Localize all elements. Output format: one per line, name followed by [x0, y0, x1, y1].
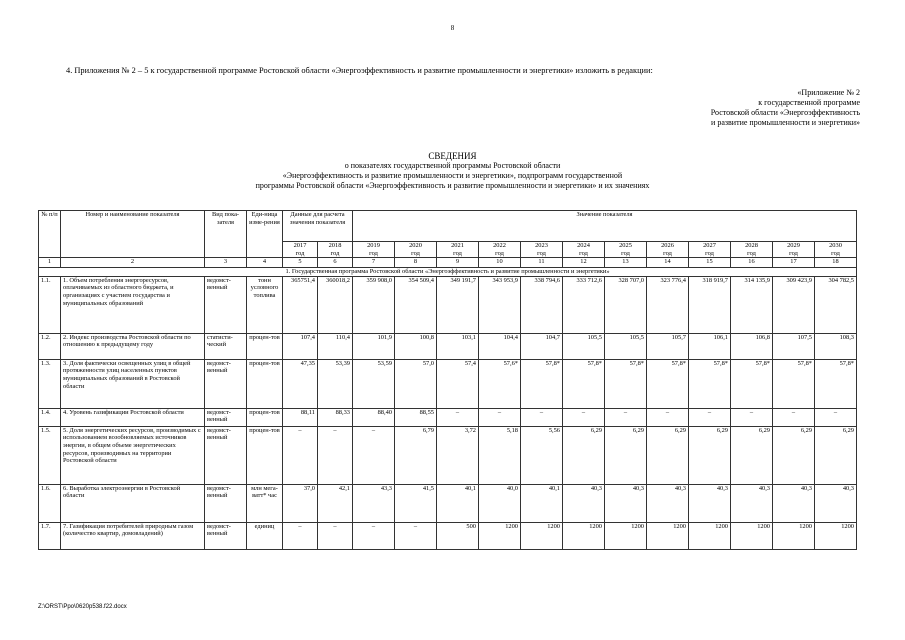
- column-index-cell: 5: [283, 258, 318, 268]
- row-value: –: [437, 408, 479, 426]
- row-type: ведомст-венный: [205, 522, 247, 549]
- row-value: 6,79: [395, 426, 437, 484]
- heading-title: СВЕДЕНИЯ: [428, 151, 477, 161]
- row-value: 57,8*: [605, 359, 647, 408]
- row-value: 40,1: [521, 484, 563, 522]
- row-value: 354 509,4: [395, 276, 437, 333]
- header-year-suffix: год: [369, 249, 378, 257]
- column-index-cell: 6: [318, 258, 353, 268]
- row-value: 57,0: [395, 359, 437, 408]
- header-year-value: 2028: [745, 242, 758, 249]
- row-value: –: [318, 426, 353, 484]
- row-value: 57,8*: [563, 359, 605, 408]
- row-value: 40,1: [437, 484, 479, 522]
- row-value: 57,4: [437, 359, 479, 408]
- row-type: ведомст-венный: [205, 276, 247, 333]
- row-value: –: [283, 426, 318, 484]
- row-name: 3. Доля фактически освещенных улиц в общей протяженности улиц населенных пунктов муниципальных образований в Ростовской области: [61, 359, 205, 408]
- column-index-cell: 18: [815, 258, 857, 268]
- header-year: [318, 242, 353, 258]
- row-value: 105,5: [563, 333, 605, 359]
- row-unit: тонн условного топлива: [247, 276, 283, 333]
- row-name: 6. Выработка электроэнергии в Ростовской области: [61, 484, 205, 522]
- row-value: 6,29: [731, 426, 773, 484]
- row-value: 318 919,7: [689, 276, 731, 333]
- header-year: [815, 242, 857, 258]
- row-value: 103,1: [437, 333, 479, 359]
- header-year-value: 2027: [703, 242, 716, 249]
- row-value: 1200: [479, 522, 521, 549]
- table-row: [39, 522, 857, 549]
- row-num: 1.5.: [39, 426, 61, 484]
- appendix-line-3: Ростовской области «Энергоэффективность: [710, 108, 860, 117]
- row-name: 1. Объем потребления энергоресурсов, оплачиваемых из областного бюджета, и организациях с участием государства и муниципальных образований: [61, 276, 205, 333]
- row-value: 57,8*: [689, 359, 731, 408]
- column-index-row: [39, 258, 857, 268]
- header-base-data: Данные для расчета значения показателя: [283, 211, 353, 242]
- row-value: 57,8*: [647, 359, 689, 408]
- column-index-cell: 12: [563, 258, 605, 268]
- row-value: 101,9: [353, 333, 395, 359]
- row-num: 1.7.: [39, 522, 61, 549]
- row-unit: единиц: [247, 522, 283, 549]
- row-value: 5,18: [479, 426, 521, 484]
- row-value: 6,29: [773, 426, 815, 484]
- column-index-cell: 8: [395, 258, 437, 268]
- header-year-suffix: год: [330, 249, 340, 257]
- row-value: 107,4: [283, 333, 318, 359]
- column-index-cell: 4: [247, 258, 283, 268]
- row-num: 1.2.: [39, 333, 61, 359]
- header-year-suffix: год: [705, 249, 714, 257]
- row-value: 41,5: [395, 484, 437, 522]
- header-year-value: 2021: [451, 242, 464, 249]
- table-row: [39, 333, 857, 359]
- row-value: 53,59: [353, 359, 395, 408]
- row-value: 88,40: [353, 408, 395, 426]
- column-index-cell: 13: [605, 258, 647, 268]
- column-index-cell: 16: [731, 258, 773, 268]
- column-index-cell: 9: [437, 258, 479, 268]
- row-value: 5,56: [521, 426, 563, 484]
- row-name: 2. Индекс производства Ростовской области по отношению к предыдущему году: [61, 333, 205, 359]
- row-unit: процен-тов: [247, 426, 283, 484]
- row-type: ведомст-венный: [205, 484, 247, 522]
- row-value: –: [521, 408, 563, 426]
- header-year-suffix: год: [831, 249, 840, 257]
- row-value: 360018,2: [318, 276, 353, 333]
- header-year: [605, 242, 647, 258]
- header-year-suffix: год: [747, 249, 756, 257]
- header-year: [353, 242, 395, 258]
- row-value: 6,29: [689, 426, 731, 484]
- row-num: 1.6.: [39, 484, 61, 522]
- row-value: 43,3: [353, 484, 395, 522]
- row-unit: процен-тов: [247, 408, 283, 426]
- row-value: 1200: [815, 522, 857, 549]
- row-value: 1200: [731, 522, 773, 549]
- row-value: 57,8*: [773, 359, 815, 408]
- header-year-value: 2020: [409, 242, 422, 249]
- row-value: 314 135,9: [731, 276, 773, 333]
- row-value: –: [605, 408, 647, 426]
- row-name: 5. Доля энергетических ресурсов, производимых с использованием возобновляемых источников энергии, в общем объеме энергетических ресурсов, производимых на территории Ростовской области: [61, 426, 205, 484]
- column-index-cell: 1: [39, 258, 61, 268]
- column-index-cell: 11: [521, 258, 563, 268]
- row-num: 1.1.: [39, 276, 61, 333]
- header-year: [773, 242, 815, 258]
- row-value: 309 423,9: [773, 276, 815, 333]
- row-value: 42,1: [318, 484, 353, 522]
- row-value: 40,3: [647, 484, 689, 522]
- header-year: [283, 242, 318, 258]
- heading-line-2: «Энергоэффективность и развитие промышленности и энергетики», подпрограмм государственной: [282, 171, 623, 180]
- row-value: 359 908,0: [353, 276, 395, 333]
- header-year-value: 2025: [619, 242, 632, 249]
- header-name: Номер и наименование показателя: [61, 211, 205, 258]
- row-value: –: [479, 408, 521, 426]
- row-value: 88,55: [395, 408, 437, 426]
- row-value: 40,3: [563, 484, 605, 522]
- header-year-suffix: год: [453, 249, 462, 257]
- header-year-suffix: год: [495, 249, 504, 257]
- row-num: 1.4.: [39, 408, 61, 426]
- header-values: Значение показателя: [353, 211, 857, 242]
- column-index-cell: 10: [479, 258, 521, 268]
- header-year-value: 2022: [493, 242, 506, 249]
- row-value: 47,35: [283, 359, 318, 408]
- header-year: [731, 242, 773, 258]
- row-value: 57,8*: [815, 359, 857, 408]
- table-row: [39, 359, 857, 408]
- row-name: 4. Уровень газификации Ростовской области: [61, 408, 205, 426]
- row-unit: процен-тов: [247, 359, 283, 408]
- row-value: 304 782,5: [815, 276, 857, 333]
- row-value: 57,8*: [521, 359, 563, 408]
- row-value: 1200: [647, 522, 689, 549]
- row-value: 500: [437, 522, 479, 549]
- row-value: 323 776,4: [647, 276, 689, 333]
- row-value: 40,3: [815, 484, 857, 522]
- row-value: 104,4: [479, 333, 521, 359]
- row-value: –: [353, 426, 395, 484]
- row-value: 88,11: [283, 408, 318, 426]
- row-value: 40,3: [731, 484, 773, 522]
- header-type: Вид пока-зателя: [205, 211, 247, 258]
- row-value: –: [731, 408, 773, 426]
- row-value: –: [283, 522, 318, 549]
- row-type: ведомст-венный: [205, 426, 247, 484]
- row-value: 6,29: [815, 426, 857, 484]
- row-num: 1.3.: [39, 359, 61, 408]
- row-value: 88,33: [318, 408, 353, 426]
- column-index-cell: 17: [773, 258, 815, 268]
- appendix-line-1: «Приложение № 2: [797, 88, 860, 97]
- row-value: 40,3: [605, 484, 647, 522]
- row-value: 6,29: [605, 426, 647, 484]
- header-year: [689, 242, 731, 258]
- row-value: –: [815, 408, 857, 426]
- header-year-value: 2017: [293, 242, 307, 249]
- row-value: 110,4: [318, 333, 353, 359]
- header-year: [647, 242, 689, 258]
- header-year-value: 2026: [661, 242, 674, 249]
- row-type: статисти-ческий: [205, 333, 247, 359]
- row-value: –: [563, 408, 605, 426]
- row-value: –: [689, 408, 731, 426]
- row-value: 105,7: [647, 333, 689, 359]
- row-value: 40,3: [689, 484, 731, 522]
- row-value: 106,1: [689, 333, 731, 359]
- row-value: 3,72: [437, 426, 479, 484]
- row-value: –: [395, 522, 437, 549]
- appendix-line-4: и развитие промышленности и энергетики»: [711, 118, 860, 127]
- column-index-cell: 15: [689, 258, 731, 268]
- row-value: 6,29: [647, 426, 689, 484]
- document-heading: [0, 151, 905, 191]
- table-row: [39, 408, 857, 426]
- file-path-footer: Z:\ORST\Ppo\0620p538.f22.docx: [38, 604, 127, 610]
- row-value: 6,29: [563, 426, 605, 484]
- row-value: 1200: [605, 522, 647, 549]
- header-year: [521, 242, 563, 258]
- header-year-value: 2019: [367, 242, 380, 249]
- row-value: 338 794,6: [521, 276, 563, 333]
- row-value: 40,3: [773, 484, 815, 522]
- header-num: № п/п: [39, 211, 61, 258]
- header-year-value: 2018: [328, 242, 342, 249]
- section-title: 1. Государственная программа Ростовской области «Энергоэффективность и развитие промышленности и энергетики»: [39, 268, 857, 277]
- header-year: [437, 242, 479, 258]
- column-index-cell: 14: [647, 258, 689, 268]
- column-index-cell: 2: [61, 258, 205, 268]
- row-value: 365751,4: [283, 276, 318, 333]
- column-index-cell: 7: [353, 258, 395, 268]
- row-value: 1200: [689, 522, 731, 549]
- heading-line-1: о показателях государственной программы Ростовской области: [344, 161, 561, 170]
- header-year-value: 2024: [577, 242, 590, 249]
- row-name: 7. Газификация потребителей природным газом (количество квартир, домовладений): [61, 522, 205, 549]
- row-value: 57,8*: [731, 359, 773, 408]
- appendix-line-2: к государственной программе: [758, 98, 860, 107]
- header-year-value: 2029: [787, 242, 800, 249]
- header-year-suffix: год: [789, 249, 798, 257]
- row-value: 106,8: [731, 333, 773, 359]
- row-value: 343 953,9: [479, 276, 521, 333]
- header-year: [563, 242, 605, 258]
- indicators-table-container: [38, 210, 857, 550]
- row-value: 53,39: [318, 359, 353, 408]
- row-value: 37,0: [283, 484, 318, 522]
- table-row: [39, 276, 857, 333]
- row-type: ведомст-венный: [205, 408, 247, 426]
- row-unit: процен-тов: [247, 333, 283, 359]
- row-value: 107,5: [773, 333, 815, 359]
- indicators-table: [38, 210, 857, 550]
- row-type: ведомст-венный: [205, 359, 247, 408]
- column-index-cell: 3: [205, 258, 247, 268]
- row-value: 349 191,7: [437, 276, 479, 333]
- row-value: –: [353, 522, 395, 549]
- row-value: 105,5: [605, 333, 647, 359]
- table-row: [39, 426, 857, 484]
- header-year-suffix: год: [295, 249, 305, 257]
- row-value: 328 707,0: [605, 276, 647, 333]
- header-year-value: 2030: [829, 242, 842, 249]
- header-year-suffix: год: [579, 249, 588, 257]
- row-value: –: [773, 408, 815, 426]
- header-year-suffix: год: [621, 249, 630, 257]
- header-year: [395, 242, 437, 258]
- row-value: 100,8: [395, 333, 437, 359]
- intro-paragraph: 4. Приложения № 2 – 5 к государственной программе Ростовской области «Энергоэффективность и развитие промышленности и энергетики» изложить в редакции:: [66, 66, 653, 75]
- table-row: [39, 484, 857, 522]
- header-year-suffix: год: [537, 249, 546, 257]
- header-unit: Еди-ница изме-рения: [247, 211, 283, 258]
- header-year-suffix: год: [411, 249, 420, 257]
- header-year: [479, 242, 521, 258]
- row-value: 1200: [521, 522, 563, 549]
- row-unit: млн мега-ватт* час: [247, 484, 283, 522]
- row-value: 108,3: [815, 333, 857, 359]
- page-number: 8: [450, 24, 455, 32]
- row-value: 1200: [773, 522, 815, 549]
- appendix-caption: [560, 88, 860, 128]
- heading-line-3: программы Ростовской области «Энергоэффективность и развитие промышленности и энергетики» и их значениях: [255, 181, 650, 190]
- header-year-value: 2023: [535, 242, 548, 249]
- row-value: 104,7: [521, 333, 563, 359]
- row-value: 57,6*: [479, 359, 521, 408]
- row-value: –: [647, 408, 689, 426]
- row-value: 1200: [563, 522, 605, 549]
- row-value: –: [318, 522, 353, 549]
- row-value: 40,0: [479, 484, 521, 522]
- row-value: 333 712,6: [563, 276, 605, 333]
- header-year-suffix: год: [663, 249, 672, 257]
